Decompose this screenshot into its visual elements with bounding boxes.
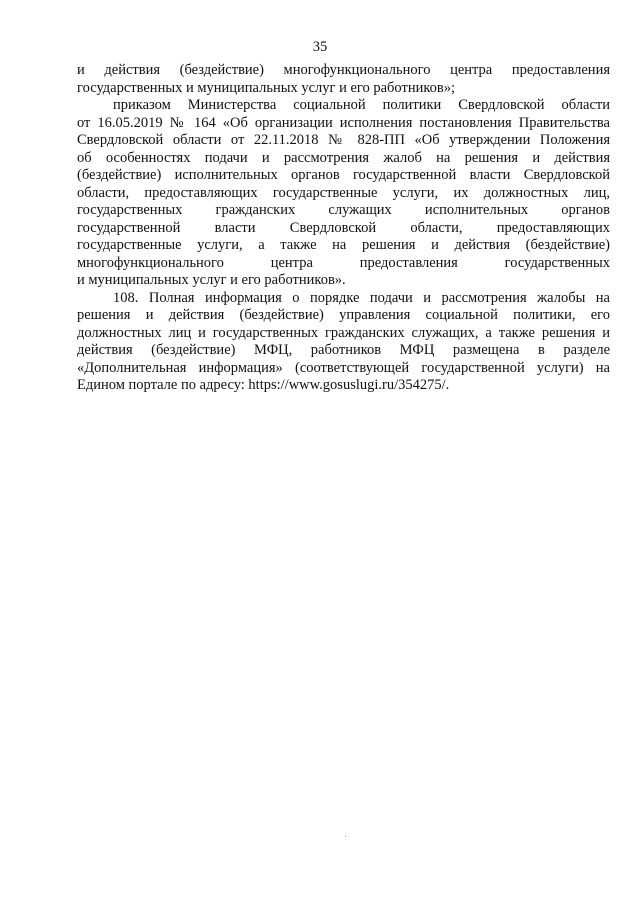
text-line: и действия (бездействие) многофункционального центра предоставления	[77, 62, 610, 78]
text-line: многофункционального центра предоставления государственных	[77, 254, 610, 271]
text-line: должностных лиц и государственных гражданских служащих, а также решения и	[77, 324, 610, 341]
text-line: об особенностях подачи и рассмотрения жалоб на решения и действия	[77, 149, 610, 166]
text-line: и муниципальных услуг и его работников».	[77, 272, 346, 288]
text-line: государственные услуги, а также на решения и действия (бездействие)	[77, 237, 610, 253]
text-line: Свердловской области от 22.11.2018 № 828-ПП «Об утверждении Положения	[77, 132, 610, 148]
scan-speck	[345, 836, 346, 837]
text-line: государственной власти Свердловской области, предоставляющих	[77, 219, 610, 236]
text-line: действия (бездействие) МФЦ, работников МФЦ размещена в разделе	[77, 342, 610, 358]
text-line: 108. Полная информация о порядке подачи и рассмотрения жалобы на	[113, 289, 610, 306]
text-line: (бездействие) исполнительных органов государственной власти Свердловской	[77, 167, 610, 183]
text-line: решения и действия (бездействие) управления социальной политики, его	[77, 307, 610, 323]
text-line: «Дополнительная информация» (соответствующей государственной услуги) на	[77, 359, 610, 376]
text-line: приказом Министерства социальной политики Свердловской области	[113, 97, 610, 113]
document-body	[77, 62, 610, 395]
text-line: от 16.05.2019 № 164 «Об организации исполнения постановления Правительства	[77, 114, 610, 131]
page-number: 35	[312, 39, 328, 55]
text-line: государственных и муниципальных услуг и его работников»;	[77, 79, 456, 96]
text-line: области, предоставляющих государственные услуги, их должностных лиц,	[77, 184, 610, 201]
text-line: государственных гражданских служащих исполнительных органов	[77, 202, 610, 218]
text-line: Едином портале по адресу: https://www.gosuslugi.ru/354275/.	[77, 377, 450, 393]
